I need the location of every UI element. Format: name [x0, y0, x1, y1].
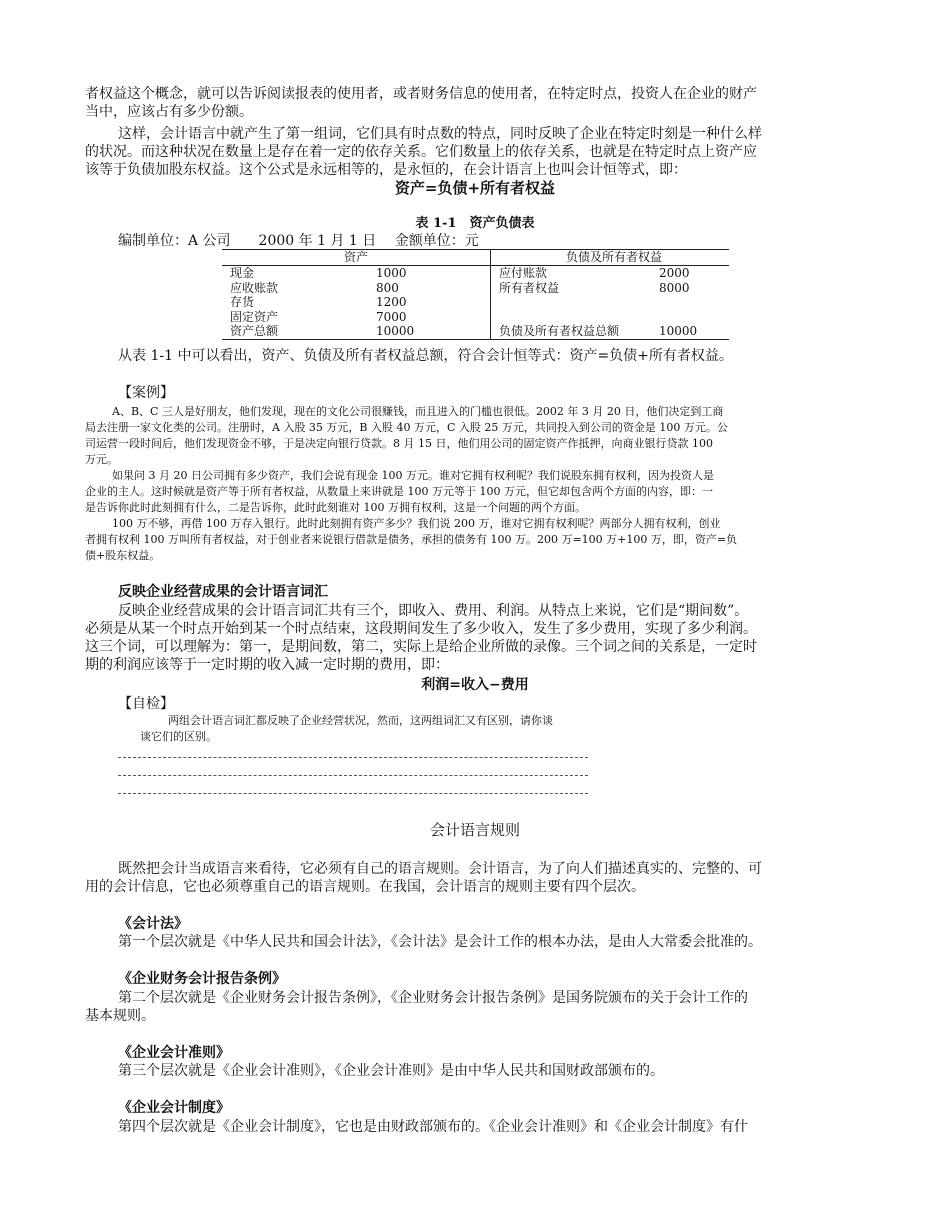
table-meta: 编制单位：A 公司 2000 年 1 月 1 日 金额单位：元 — [118, 233, 479, 249]
table-cell — [491, 295, 660, 310]
table-cell: 存货 — [230, 295, 255, 310]
table-row — [222, 295, 729, 310]
rule-text: 第一个层次就是《中华人民共和国会计法》，《会计法》是会计工作的根本办法，是由人大常委会批准的。 — [118, 934, 762, 950]
table-cell — [659, 295, 729, 310]
paragraph-line: 当中，应该占有多少份额。 — [85, 104, 253, 120]
case-line: 企业的主人。这时候就是资产等于所有者权益，从数量上来讲就是 100 万元等于 100 万元，但它却包含两个方面的内容，即：一 — [85, 485, 713, 498]
balance-sheet-table — [222, 249, 729, 340]
table-cell: 1000 — [376, 266, 407, 280]
case-label: 【案例】 — [118, 385, 174, 401]
table-row — [222, 266, 729, 281]
table-cell: 10000 — [376, 324, 491, 339]
case-line: 局去注册一家文化类的公司。注册时，A 入股 35 万元，B 入股 40 万元，C 入股 25 万元，共同投入到公司的资金是 100 万元。公 — [85, 421, 728, 434]
formula-equation: 利润=收入−费用 — [421, 677, 529, 693]
table-cell: 应付账款 — [491, 266, 660, 281]
table-cell: 10000 — [659, 324, 729, 339]
paragraph-line: 从表 1-1 中可以看出，资产、负债及所有者权益总额，符合会计恒等式：资产=负债+所有者权益。 — [118, 348, 733, 364]
table-header-liabilities: 负债及所有者权益 — [491, 250, 730, 266]
selfcheck-line: 两组会计语言词汇都反映了企业经营状况，然而，这两组词汇又有区别，请你谈 — [168, 714, 553, 727]
rule-heading: 《企业会计制度》 — [118, 1100, 230, 1116]
answer-line[interactable] — [118, 793, 588, 794]
table-header-row — [222, 250, 729, 266]
paragraph-line: 既然把会计当成语言来看待，它必须有自己的语言规则。会计语言，为了向人们描述真实的、完整的、可 — [118, 861, 762, 877]
paragraph-line: 必须是从某一个时点开始到某一个时点结束，这段期间发生了多少收入，发生了多少费用，实现了多少利润。 — [85, 621, 757, 637]
table-header-assets: 资产 — [222, 250, 491, 266]
table-title: 表 1-1 资产负债表 — [415, 216, 535, 231]
table-row — [222, 324, 729, 339]
rule-text: 第三个层次就是《企业会计准则》，《企业会计准则》是由中华人民共和国财政部颁布的。 — [118, 1063, 664, 1079]
case-line: 是告诉你此时此刻拥有什么，二是告诉你，此时此刻谁对 100 万拥有权利，这是一个问题的两个方面。 — [85, 501, 586, 514]
table-cell — [491, 310, 660, 325]
paragraph-line: 该等于负债加股东权益。这个公式是永远相等的，是永恒的，在会计语言上也叫会计恒等式，即： — [85, 162, 687, 178]
table-cell: 8000 — [659, 280, 690, 295]
case-line: 如果问 3 月 20 日公司拥有多少资产，我们会说有现金 100 万元。谁对它拥有权利呢？我们说股东拥有权利，因为投资人是 — [112, 469, 714, 482]
case-line: A、B、C 三人是好朋友，他们发现，现在的文化公司很赚钱，而且进入的门槛也很低。2002 年 3 月 20 日，他们决定到工商 — [112, 405, 724, 418]
rule-text: 第四个层次就是《企业会计制度》，它也是由财政部颁布的。《企业会计准则》和《企业会计制度》有什 — [118, 1119, 748, 1135]
rule-heading: 《企业财务会计报告条例》 — [118, 971, 286, 987]
section-title: 会计语言规则 — [429, 821, 520, 839]
table-cell: 负债及所有者权益总额 — [491, 324, 660, 339]
case-line: 债+股东权益。 — [85, 549, 161, 562]
table-cell: 固定资产 — [230, 309, 279, 324]
case-line: 100 万不够，再借 100 万存入银行。此时此刻拥有资产多少？我们说 200 万，谁对它拥有权利呢？两部分人拥有权利，创业 — [112, 517, 721, 530]
paragraph-line: 这样，会计语言中就产生了第一组词，它们具有时点数的特点，同时反映了企业在特定时刻是一种什么样 — [118, 126, 762, 142]
formula-equation: 资产=负债+所有者权益 — [394, 179, 556, 197]
paragraph-line: 用的会计信息，它也必须尊重自己的语言规则。在我国，会计语言的规则主要有四个层次。 — [85, 879, 645, 895]
paragraph-line: 的状况。而这种状况在数量上是存在着一定的依存关系。它们数量上的依存关系，也就是在特定时点上资产应 — [85, 144, 757, 160]
paragraph-line: 反映企业经营成果的会计语言词汇共有三个，即收入、费用、利润。从特点上来说，它们是“期间数”。 — [118, 603, 749, 619]
case-line: 者拥有权利 100 万叫所有者权益，对于创业者来说银行借款是债务，承担的债务有 100 万。200 万=100 万+100 万，即，资产=负 — [85, 533, 738, 546]
rule-text: 基本规则。 — [85, 1008, 155, 1024]
table-row — [222, 281, 729, 296]
table-cell: 1200 — [376, 295, 407, 310]
answer-line[interactable] — [118, 775, 588, 776]
answer-line[interactable] — [118, 757, 588, 758]
case-line: 司运营一段时间后，他们发现资金不够，于是决定向银行贷款。8 月 15 日，他们用公司的固定资产作抵押，向商业银行贷款 100 — [85, 437, 713, 450]
table-cell: 所有者权益 — [491, 281, 660, 296]
paragraph-line: 这三个词，可以理解为：第一，是期间数，第二，实际上是给企业所做的录像。三个词之间的关系是，一定时 — [85, 639, 757, 655]
rule-text: 第二个层次就是《企业财务会计报告条例》，《企业财务会计报告条例》是国务院颁布的关于会计工作的 — [118, 990, 748, 1006]
table-cell — [659, 310, 729, 325]
selfcheck-line: 谈它们的区别。 — [140, 730, 217, 743]
table-cell: 应收账款 — [230, 280, 279, 295]
selfcheck-label: 【自检】 — [118, 696, 174, 712]
paragraph-line: 期的利润应该等于一定时期的收入减一定时期的费用，即： — [85, 657, 449, 673]
table-cell: 7000 — [376, 309, 407, 324]
table-cell: 现金 — [230, 266, 255, 280]
table-row — [222, 310, 729, 325]
rule-heading: 《会计法》 — [118, 916, 188, 932]
table-cell: 800 — [376, 280, 399, 295]
case-line: 万元。 — [85, 453, 118, 466]
section-heading: 反映企业经营成果的会计语言词汇 — [118, 584, 328, 600]
table-cell: 2000 — [659, 266, 690, 280]
paragraph-line: 者权益这个概念，就可以告诉阅读报表的使用者，或者财务信息的使用者，在特定时点，投资人在企业的财产 — [85, 86, 757, 102]
rule-heading: 《企业会计准则》 — [118, 1045, 230, 1061]
table-cell: 资产总额 — [222, 324, 376, 339]
